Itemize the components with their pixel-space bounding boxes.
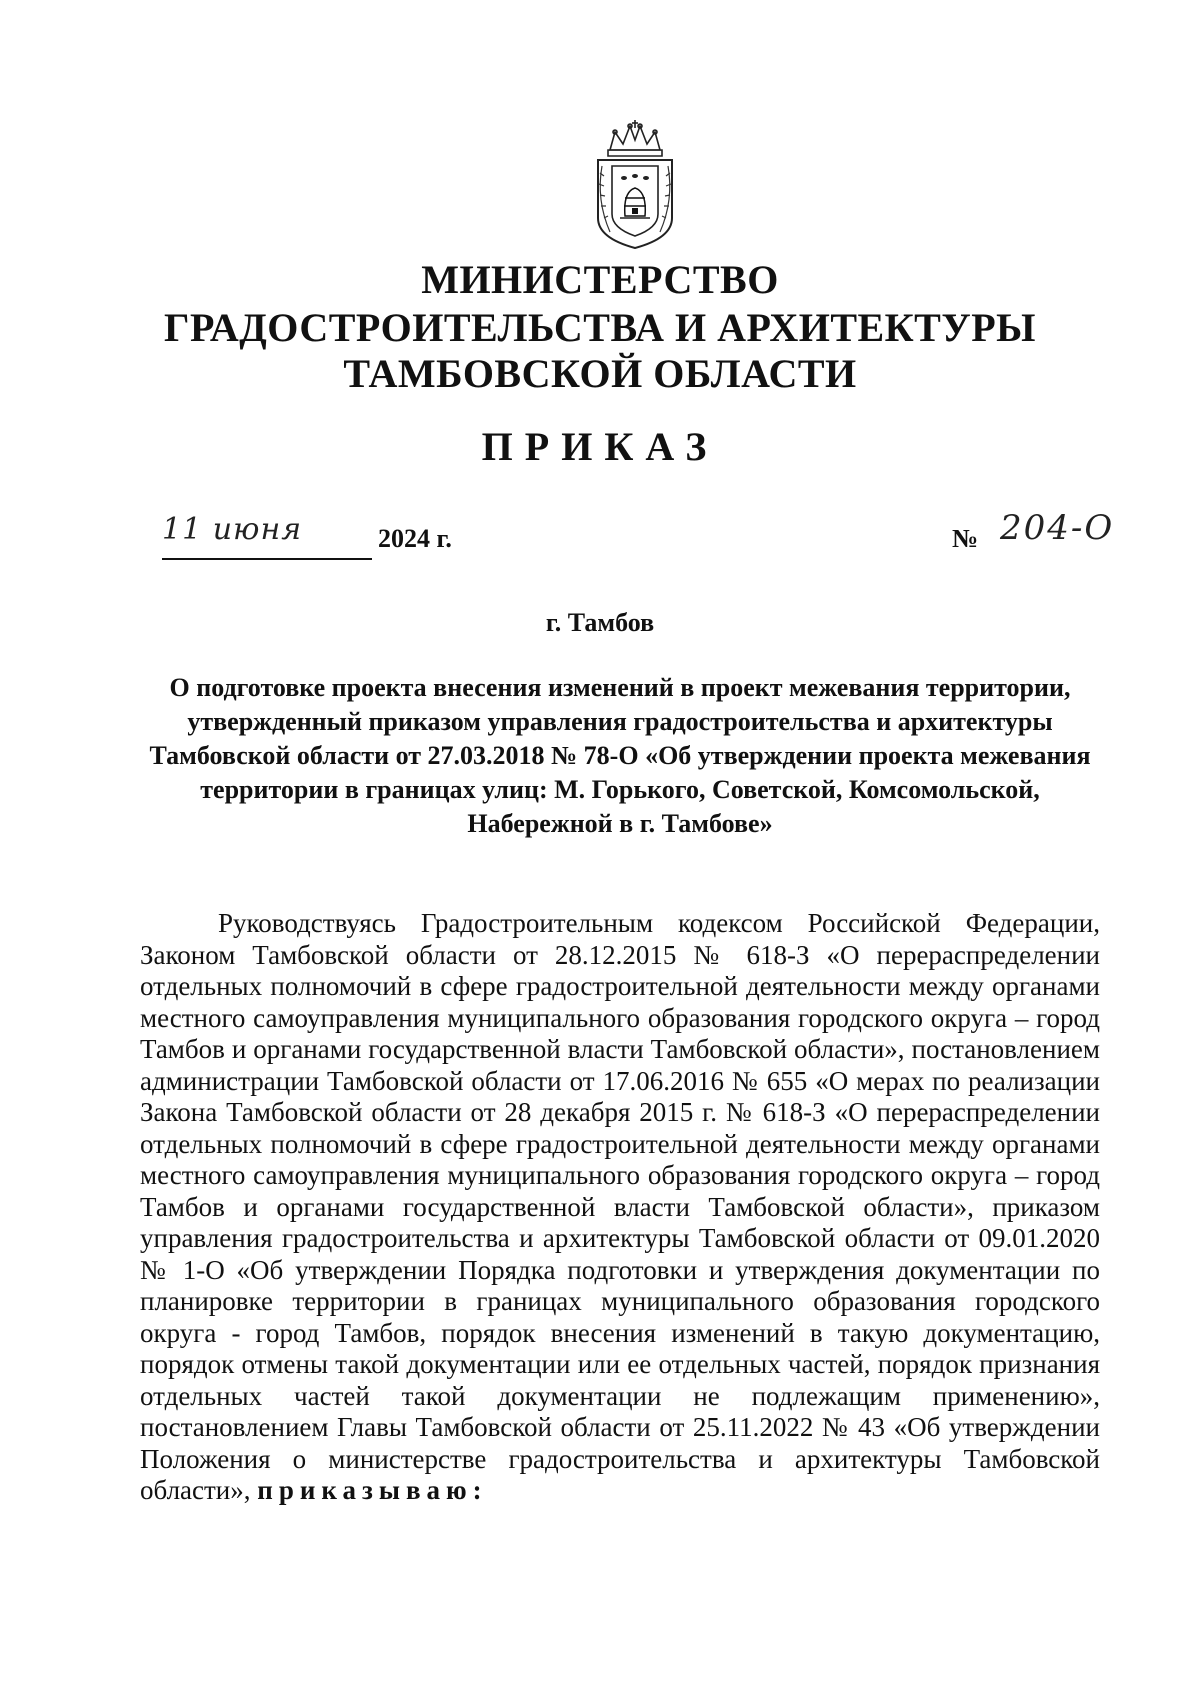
coat-of-arms-icon [590, 120, 680, 250]
body-paragraph [140, 908, 1100, 1507]
body-paragraph-text: Руководствуясь Градостроительным кодексом Российской Федерации, Законом Тамбовской области от 28.12.2015 № 618-З «О перераспределении отдельных полномочий в сфере градостроительной деятельности между органами местного самоуправления муниципального образования городского округа – город Тамбов и органами государственной власти Тамбовской области», постановлением администрации Тамбовской области от 17.06.2016 № 655 «О мерах по реализации Закона Тамбовской области от 28 декабря 2015 г. № 618-З «О перераспределении отдельных полномочий в сфере градостроительной деятельности между органами местного самоуправления муниципального образования городского округа – город Тамбов и органами государственной власти Тамбовской области», приказом управления градостроительства и архитектуры Тамбовской области от 09.01.2020 № 1-О «Об утверждении Порядка подготовки и утверждения документации по планировке территории в границах муниципального образования городского округа - город Тамбов, порядок внесения изменений в такую документацию, порядок отмены такой документации или ее отдельных частей, порядок признания отдельных частей такой документации не подлежащим применению», постановлением Главы Тамбовской области от 25.11.2022 № 43 «Об утверждении Положения о министерстве градостроительства и архитектуры Тамбовской области», [140, 908, 1100, 1505]
handwritten-order-number: 204-О [1000, 508, 1115, 548]
document-type-heading: ПРИКАЗ [481, 424, 719, 469]
order-subject-heading: О подготовке проекта внесения изменений в проект межевания территории, утвержденный приказом управления градостроительства и архитектуры Тамбовской области от 27.03.2018 № 78-О «Об утверждении проекта межевания территории в границах улиц: М. Горького, Советской, Комсомольской, Набережной в г. Тамбове» [149, 673, 1091, 838]
city-location: г. Тамбов [545, 608, 655, 637]
handwritten-date: 11 июня [162, 512, 372, 560]
ministry-title-line-2: ГРАДОСТРОИТЕЛЬСТВА И АРХИТЕКТУРЫ [164, 305, 1036, 350]
ministry-title-line-3: ТАМБОВСКОЙ ОБЛАСТИ [343, 351, 857, 396]
body-emphasis-order: приказываю: [257, 1475, 488, 1505]
ministry-title-line-1: МИНИСТЕРСТВО [421, 257, 779, 302]
date-year: 2024 г. [378, 524, 452, 553]
number-sign: № [952, 524, 979, 553]
